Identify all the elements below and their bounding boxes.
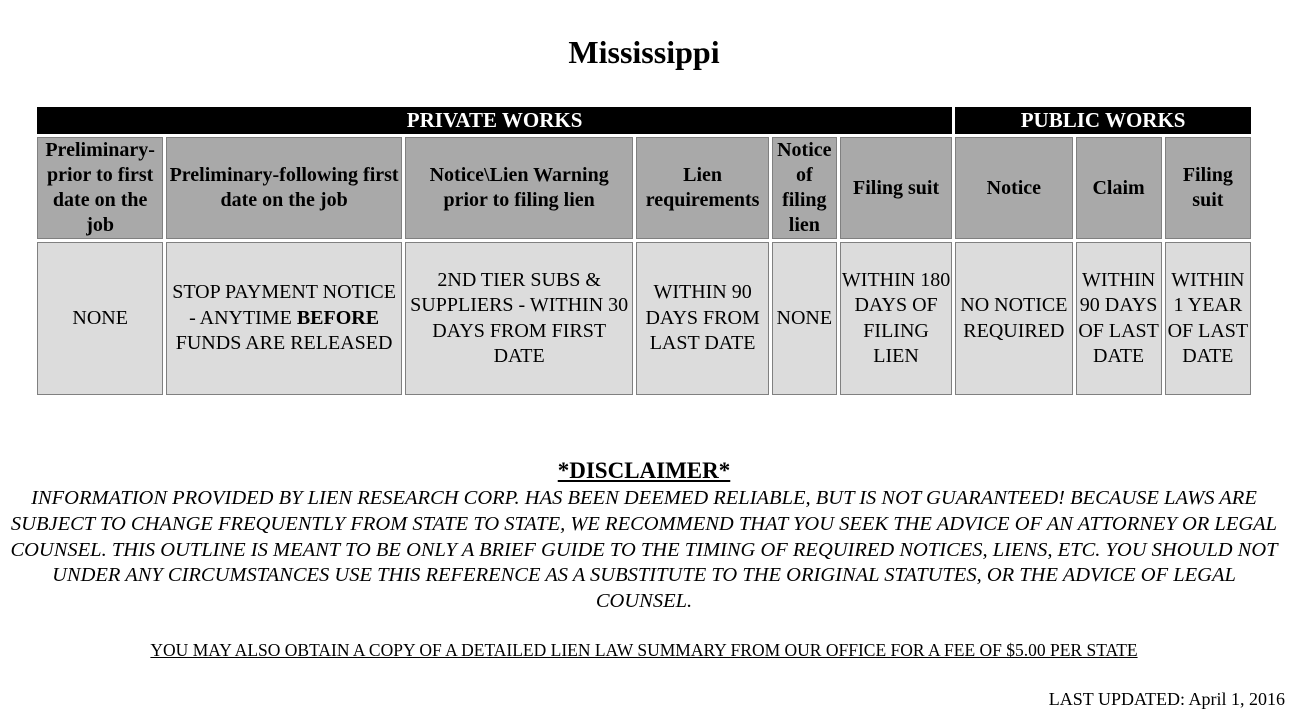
lien-summary-link[interactable]: YOU MAY ALSO OBTAIN A COPY OF A DETAILED LIEN LAW SUMMARY FROM OUR OFFICE FOR A FEE OF $5.00 PER STATE [150, 640, 1138, 660]
page-title: Mississippi [568, 34, 720, 70]
cell-emphasis: BEFORE [296, 306, 380, 329]
cell-text-after: FUNDS ARE RELEASED [175, 332, 393, 355]
header-preliminary-prior: Preliminary-prior to first date on the job [37, 137, 163, 239]
cell-text-before: STOP PAYMENT NOTICE - ANYTIME [172, 281, 396, 329]
cell-public-notice: NO NOTICE REQUIRED [955, 242, 1072, 395]
private-works-header: PRIVATE WORKS [37, 107, 952, 134]
header-public-claim: Claim [1076, 137, 1162, 239]
header-preliminary-following: Preliminary-following first date on the job [166, 137, 402, 239]
group-header-row [37, 107, 1251, 134]
cell-notice-lien-warning: 2ND TIER SUBS & SUPPLIERS - WITHIN 30 DAYS FROM FIRST DATE [405, 242, 634, 395]
last-updated-label: LAST UPDATED: [1048, 689, 1185, 709]
lien-law-table [34, 104, 1254, 398]
header-public-notice: Notice [955, 137, 1072, 239]
last-updated-date: April 1, 2016 [1188, 689, 1285, 709]
column-header-row [37, 137, 1251, 239]
table-row [37, 242, 1251, 395]
cell-notice-of-filing-lien: NONE [772, 242, 837, 395]
header-public-filing-suit: Filing suit [1165, 137, 1251, 239]
disclaimer-heading: *DISCLAIMER* [557, 458, 731, 483]
public-works-header: PUBLIC WORKS [955, 107, 1251, 134]
header-filing-suit-private: Filing suit [840, 137, 952, 239]
last-updated [1049, 689, 1285, 710]
header-notice-of-filing-lien: Notice of filing lien [772, 137, 837, 239]
cell-public-claim: WITHIN 90 DAYS OF LAST DATE [1076, 242, 1162, 395]
cell-preliminary-prior: NONE [37, 242, 163, 395]
cell-preliminary-following [166, 242, 402, 395]
cell-lien-requirements: WITHIN 90 DAYS FROM LAST DATE [636, 242, 768, 395]
cell-public-filing-suit: WITHIN 1 YEAR OF LAST DATE [1165, 242, 1251, 395]
header-lien-requirements: Lien requirements [636, 137, 768, 239]
cell-filing-suit-private: WITHIN 180 DAYS OF FILING LIEN [840, 242, 952, 395]
header-notice-lien-warning: Notice\Lien Warning prior to filing lien [405, 137, 634, 239]
disclaimer-text: INFORMATION PROVIDED BY LIEN RESEARCH CORP. HAS BEEN DEEMED RELIABLE, BUT IS NOT GUARANTEED! BECAUSE LAWS ARE SUBJECT TO CHANGE FREQUENTLY FROM STATE TO STATE, WE RECOMMEND THAT YOU SEEK THE ADVICE OF AN ATTORNEY OR LEGAL COUNSEL. THIS OUTLINE IS MEANT TO BE ONLY A BRIEF GUIDE TO THE TIMING OF REQUIRED NOTICES, LIENS, ETC. YOU SHOULD NOT UNDER ANY CIRCUMSTANCES USE THIS REFERENCE AS A SUBSTITUTE TO THE ORIGINAL STATUTES, OR THE ADVICE OF LEGAL COUNSEL. [10, 487, 1278, 613]
